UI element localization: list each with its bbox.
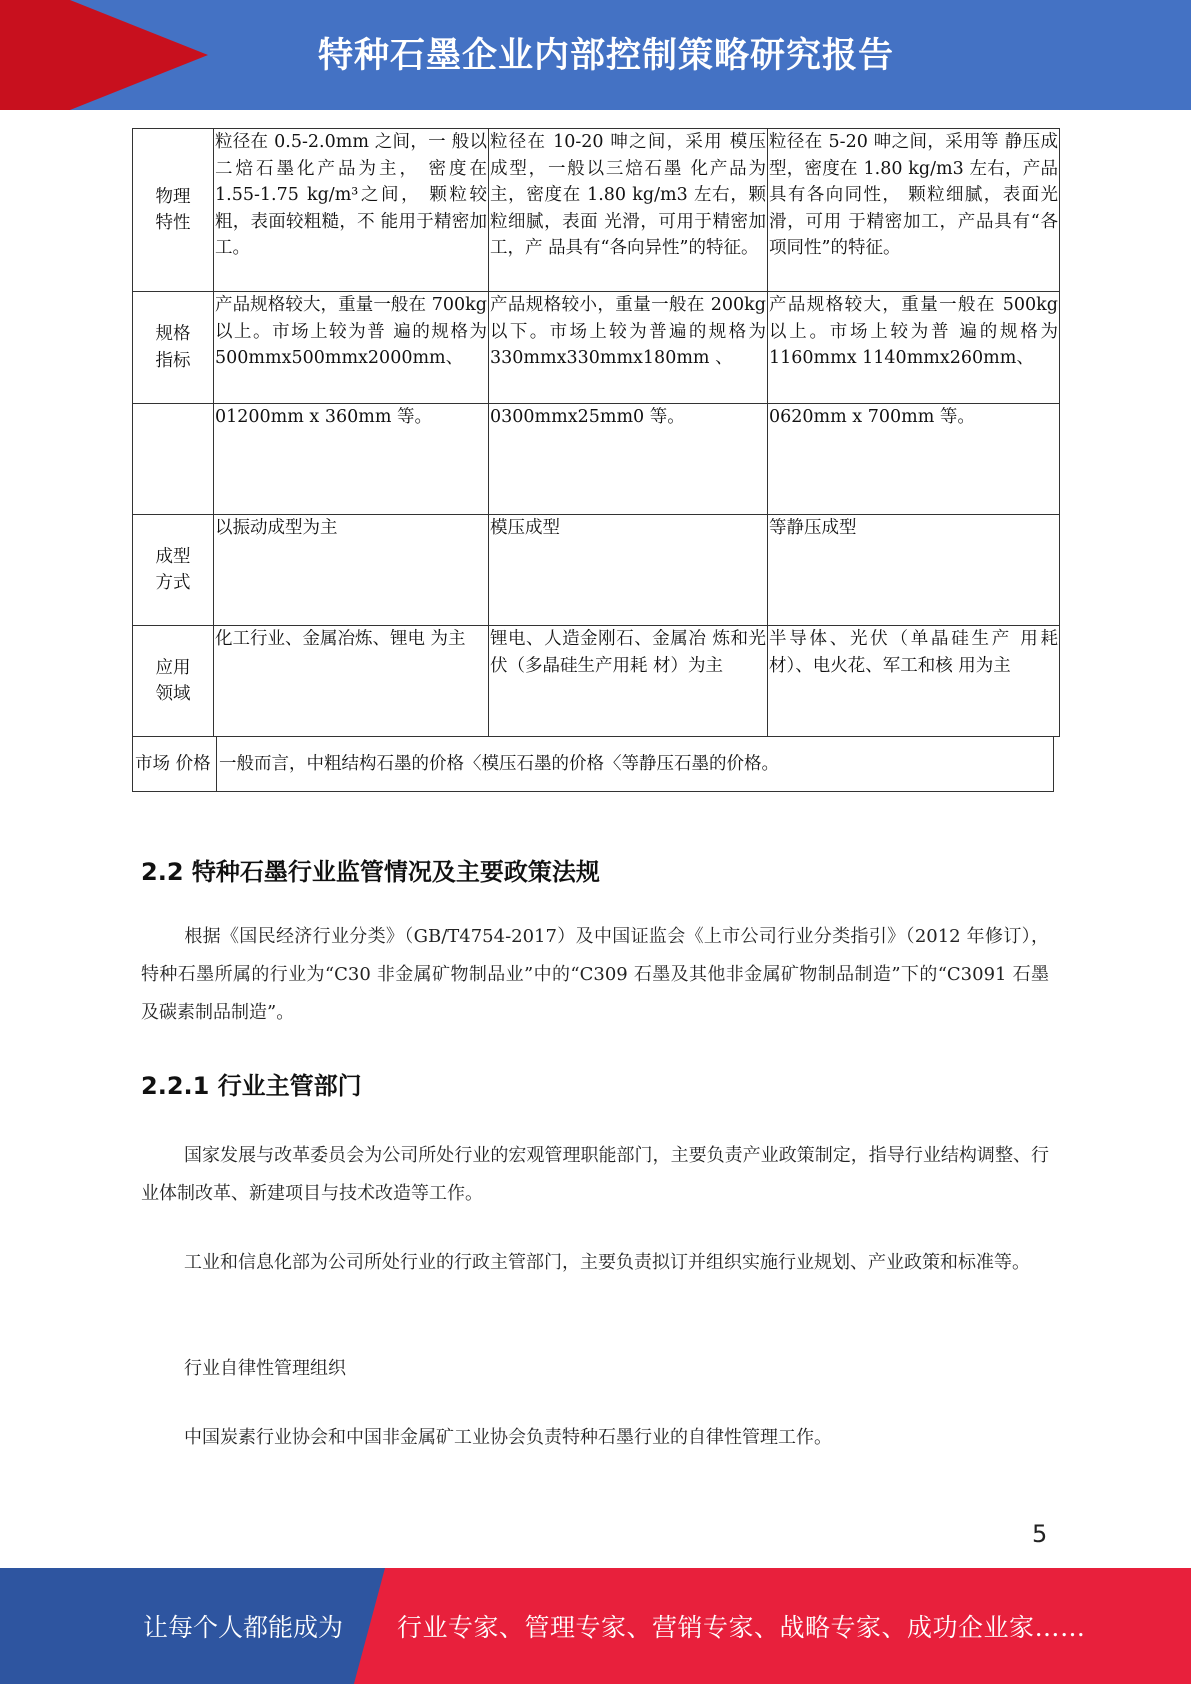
paragraph-text: 工业和信息化部为公司所处行业的行政主管部门，主要负责拟订并组织实施行业规划、产业政策和标准等。 bbox=[184, 1252, 1030, 1273]
table-cell: 半导体、光伏（单晶硅生产 用耗材）、电火花、军工和核 用为主 bbox=[768, 626, 1060, 737]
table-cell: 产品规格较大，重量一般在 700kg 以上。市场上较为普 遍的规格为 500mmx500mmx2000mm、 bbox=[214, 292, 489, 404]
market-price-table bbox=[132, 736, 1054, 792]
page-number: 5 bbox=[1032, 1520, 1048, 1548]
table-cell: 等静压成型 bbox=[768, 515, 1060, 626]
table-cell: 模压成型 bbox=[489, 515, 768, 626]
table-cell: 产品规格较小，重量一般在 200kg 以下。市场上较为普遍的规格为 330mmx330mmx180mm 、 bbox=[489, 292, 768, 404]
table-cell: 一般而言，中粗结构石墨的价格〈模压石墨的价格〈等静压石墨的价格。 bbox=[217, 737, 1054, 792]
subsection-heading: 2.2.1 行业主管部门 bbox=[141, 1072, 362, 1100]
section-heading: 2.2 特种石墨行业监管情况及主要政策法规 bbox=[141, 858, 600, 886]
table-cell: 锂电、人造金刚石、金属冶 炼和光伏（多晶硅生产用耗 材）为主 bbox=[489, 626, 768, 737]
table-cell: 0300mmx25mm0 等。 bbox=[489, 404, 768, 515]
table-cell: 粒径在 5-20 呻之间，采用等 静压成型，密度在 1.80 kg/m3 左右，产品具有各向同性， 颗粒细腻，表面光滑，可用 于精密加工，产品具有“各 项同性”的特征。 bbox=[768, 129, 1060, 292]
table-cell: 粒径在 10-20 呻之间，采用 模压成型，一般以三焙石墨 化产品为主，密度在 1.80 kg/m3 左右，颗粒细腻，表面 光滑，可用于精密加工，产 品具有“各向异性”的特征。 bbox=[489, 129, 768, 292]
row-label: 应用 领域 bbox=[133, 626, 214, 737]
table-row bbox=[133, 626, 1060, 737]
row-label bbox=[133, 404, 214, 515]
report-title: 特种石墨企业内部控制策略研究报告 bbox=[318, 36, 895, 76]
graphite-comparison-table bbox=[132, 128, 1060, 737]
table-cell: 化工行业、金属冶炼、锂电 为主 bbox=[214, 626, 489, 737]
table-cell: 0620mm x 700mm 等。 bbox=[768, 404, 1060, 515]
paragraph bbox=[141, 1419, 1049, 1457]
table-row bbox=[133, 292, 1060, 404]
paragraph-text: 根据《国民经济行业分类》（GB/T4754-2017）及中国证监会《上市公司行业分类指引》（2012 年修订），特种石墨所属的行业为“C30 非金属矿物制品业”中的“C309 石墨及其他非金属矿物制品制造”下的“C3091 石墨及碳素制品制造”。 bbox=[141, 926, 1049, 1023]
header-red-chevron bbox=[70, 0, 208, 110]
row-label: 物理 特性 bbox=[133, 129, 214, 292]
paragraph-text: 行业自律性管理组织 bbox=[184, 1358, 346, 1379]
paragraph bbox=[141, 1350, 1049, 1388]
header-red-block bbox=[0, 0, 70, 110]
row-label: 成型 方式 bbox=[133, 515, 214, 626]
table-cell: 01200mm x 360mm 等。 bbox=[214, 404, 489, 515]
page-footer bbox=[0, 1568, 1191, 1684]
page-header bbox=[0, 0, 1191, 110]
footer-slogan-left: 让每个人都能成为 bbox=[143, 1613, 344, 1642]
table-row bbox=[133, 737, 1054, 792]
table-row bbox=[133, 129, 1060, 292]
paragraph-text: 中国炭素行业协会和中国非金属矿工业协会负责特种石墨行业的自律性管理工作。 bbox=[184, 1427, 832, 1448]
paragraph bbox=[141, 918, 1049, 1032]
row-label: 规格 指标 bbox=[133, 292, 214, 404]
row-label: 市场 价格 bbox=[133, 737, 217, 792]
footer-slogan-right: 行业专家、管理专家、营销专家、战略专家、成功企业家…… bbox=[397, 1613, 1086, 1642]
table-cell: 粒径在 0.5-2.0mm 之间，一 般以二焙石墨化产品为主， 密度在 1.55-1.75 kg/m³之间， 颗粒较粗，表面较粗糙，不 能用于精密加工。 bbox=[214, 129, 489, 292]
paragraph-text: 国家发展与改革委员会为公司所处行业的宏观管理职能部门，主要负责产业政策制定，指导行业结构调整、行业体制改革、新建项目与技术改造等工作。 bbox=[141, 1145, 1049, 1204]
paragraph bbox=[141, 1137, 1049, 1213]
table-row bbox=[133, 515, 1060, 626]
table-cell: 以振动成型为主 bbox=[214, 515, 489, 626]
paragraph bbox=[141, 1244, 1049, 1282]
table-row bbox=[133, 404, 1060, 515]
table-cell: 产品规格较大，重量一般在 500kg 以上。市场上较为普 遍的规格为 1160mmx 1140mmx260mm、 bbox=[768, 292, 1060, 404]
